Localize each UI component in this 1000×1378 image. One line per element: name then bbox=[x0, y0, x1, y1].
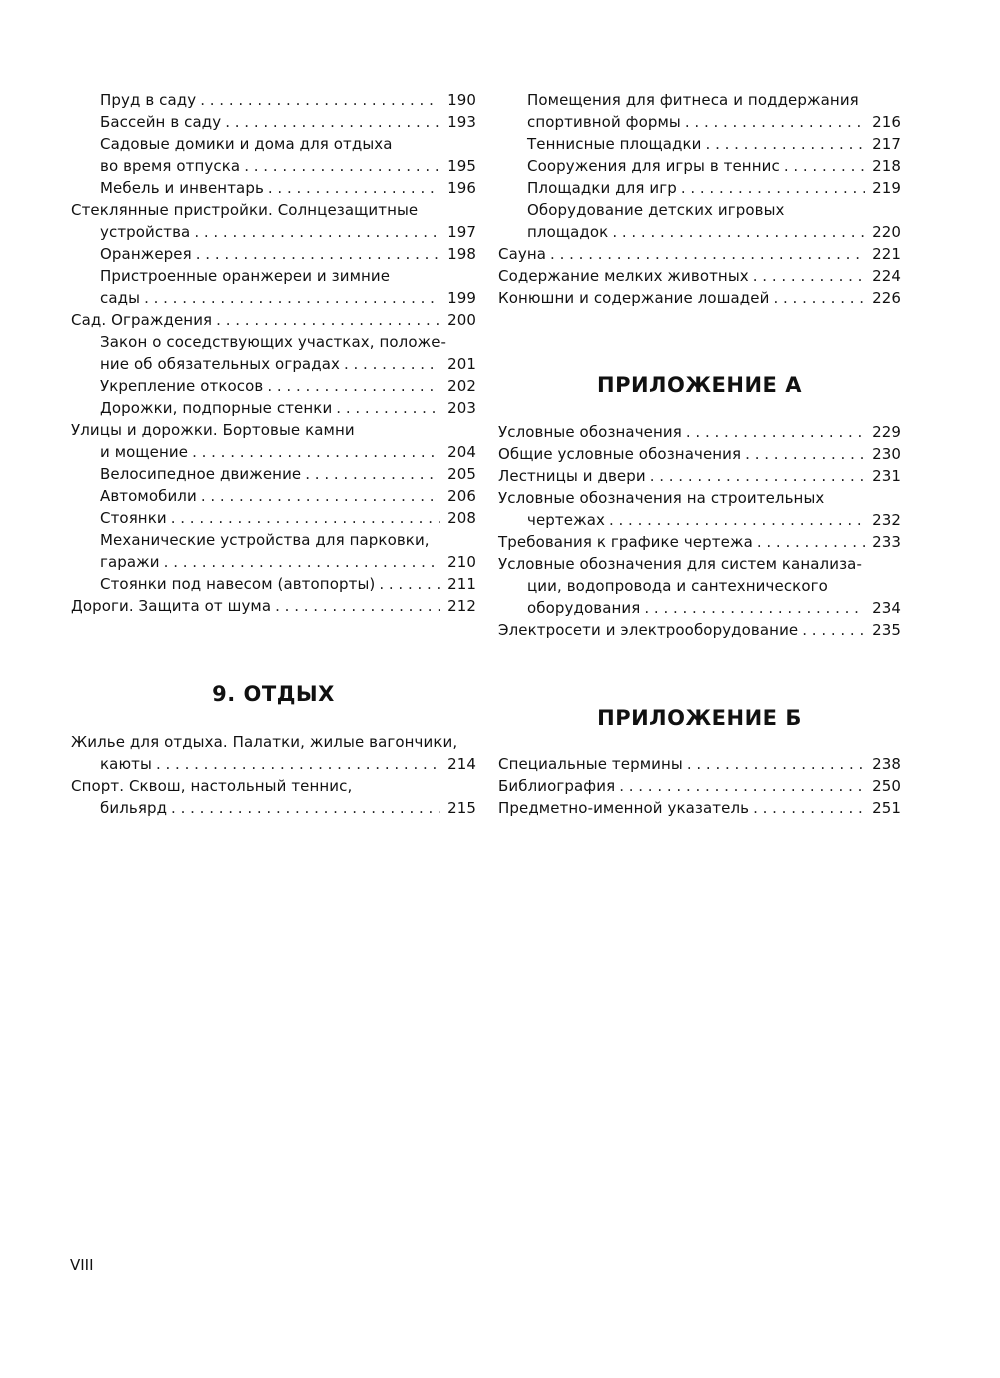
toc-entry-title: бильярд bbox=[100, 799, 168, 817]
toc-entry-page: 221 bbox=[872, 245, 901, 263]
toc-entry-title: Условные обозначения для систем канализа- bbox=[498, 555, 862, 573]
dot-leader bbox=[225, 111, 440, 133]
toc-entry-page: 205 bbox=[447, 465, 476, 483]
toc-entry-title: Закон о соседствующих участках, положе- bbox=[100, 333, 447, 351]
toc-entry bbox=[498, 797, 901, 819]
toc-entry-page: 238 bbox=[872, 755, 901, 773]
toc-entry bbox=[498, 753, 901, 775]
toc-entry-title: Оранжерея bbox=[100, 245, 192, 263]
toc-entry bbox=[498, 133, 901, 155]
toc-entry bbox=[498, 421, 901, 443]
toc-entry-page: 200 bbox=[447, 311, 476, 329]
toc-entry-page: 217 bbox=[872, 135, 901, 153]
toc-entry-page: 219 bbox=[872, 179, 901, 197]
dot-leader bbox=[757, 531, 865, 553]
toc-entry bbox=[498, 243, 901, 265]
dot-leader bbox=[550, 243, 865, 265]
toc-entry-page: 193 bbox=[447, 113, 476, 131]
toc-entry-page: 206 bbox=[447, 487, 476, 505]
toc-entry-title: Стоянки bbox=[100, 509, 167, 527]
dot-leader bbox=[171, 507, 440, 529]
dot-leader bbox=[706, 133, 865, 155]
toc-entry bbox=[498, 265, 901, 287]
toc-entry bbox=[498, 465, 901, 487]
toc-entry-title: Помещения для фитнеса и поддержания bbox=[527, 91, 859, 109]
toc-entry bbox=[498, 221, 901, 243]
dot-leader bbox=[201, 485, 440, 507]
dot-leader bbox=[619, 775, 865, 797]
toc-entry-title: Пристроенные оранжереи и зимние bbox=[100, 267, 391, 285]
toc-entry-title: Дорожки, подпорные стенки bbox=[100, 399, 333, 417]
toc-entry bbox=[71, 419, 476, 441]
section-heading-otdyh: 9. ОТДЫХ bbox=[212, 682, 335, 706]
toc-entry-title: ции, водопровода и сантехнического bbox=[527, 577, 828, 595]
dot-leader bbox=[275, 595, 440, 617]
toc-entry-page: 251 bbox=[872, 799, 901, 817]
dot-leader bbox=[784, 155, 865, 177]
dot-leader bbox=[164, 551, 440, 573]
toc-entry bbox=[71, 375, 476, 397]
toc-entry bbox=[71, 573, 476, 595]
toc-entry-title: Стоянки под навесом (автопорты) bbox=[100, 575, 376, 593]
dot-leader bbox=[753, 797, 865, 819]
toc-entry-title: Теннисные площадки bbox=[527, 135, 702, 153]
toc-entry-title: во время отпуска bbox=[100, 157, 241, 175]
dot-leader bbox=[244, 155, 440, 177]
toc-entry-title: Садовые домики и дома для отдыха bbox=[100, 135, 393, 153]
toc-entry-title: устройства bbox=[100, 223, 191, 241]
toc-entry-title: каюты bbox=[100, 755, 152, 773]
dot-leader bbox=[200, 89, 440, 111]
toc-entry-title: Пруд в саду bbox=[100, 91, 197, 109]
toc-entry-title: Спорт. Сквош, настольный теннис, bbox=[71, 777, 353, 795]
toc-entry-page: 212 bbox=[447, 597, 476, 615]
toc-entry bbox=[71, 199, 476, 221]
dot-leader bbox=[192, 441, 440, 463]
toc-appendix-a bbox=[498, 421, 901, 641]
dot-leader bbox=[802, 619, 865, 641]
toc-appendix-b bbox=[498, 753, 901, 819]
toc-entry-page: 190 bbox=[447, 91, 476, 109]
toc-entry-title: Требования к графике чертежа bbox=[498, 533, 753, 551]
toc-entry-title: оборудования bbox=[527, 599, 641, 617]
toc-entry bbox=[71, 89, 476, 111]
toc-entry-title: Механические устройства для парковки, bbox=[100, 531, 430, 549]
dot-leader bbox=[687, 753, 865, 775]
toc-entry-page: 210 bbox=[447, 553, 476, 571]
dot-leader bbox=[216, 309, 440, 331]
dot-leader bbox=[344, 353, 440, 375]
toc-entry-page: 234 bbox=[872, 599, 901, 617]
dot-leader bbox=[267, 375, 440, 397]
toc-entry bbox=[498, 199, 901, 221]
toc-entry-page: 215 bbox=[447, 799, 476, 817]
toc-entry bbox=[498, 487, 901, 509]
dot-leader bbox=[305, 463, 440, 485]
toc-entry bbox=[498, 155, 901, 177]
toc-entry bbox=[498, 509, 901, 531]
toc-entry bbox=[71, 397, 476, 419]
toc-entry-page: 201 bbox=[447, 355, 476, 373]
toc-entry-page: 211 bbox=[447, 575, 476, 593]
toc-entry-title: ние об обязательных оградах bbox=[100, 355, 340, 373]
toc-entry-title: Укрепление откосов bbox=[100, 377, 264, 395]
dot-leader bbox=[644, 597, 865, 619]
dot-leader bbox=[196, 243, 440, 265]
toc-entry-title: Содержание мелких животных bbox=[498, 267, 749, 285]
toc-entry bbox=[498, 619, 901, 641]
toc-entry bbox=[71, 331, 476, 353]
toc-entry-title: Условные обозначения bbox=[498, 423, 682, 441]
toc-entry bbox=[498, 111, 901, 133]
toc-entry-title: Лестницы и двери bbox=[498, 467, 646, 485]
toc-entry bbox=[498, 177, 901, 199]
toc-entry-title: сады bbox=[100, 289, 141, 307]
toc-entry bbox=[71, 731, 476, 753]
toc-entry bbox=[71, 441, 476, 463]
toc-entry-title: площадок bbox=[527, 223, 609, 241]
toc-entry bbox=[71, 529, 476, 551]
toc-entry-title: Мебель и инвентарь bbox=[100, 179, 264, 197]
toc-entry-page: 232 bbox=[872, 511, 901, 529]
dot-leader bbox=[336, 397, 440, 419]
toc-entry bbox=[71, 111, 476, 133]
dot-leader bbox=[681, 177, 865, 199]
toc-entry bbox=[71, 155, 476, 177]
toc-entry bbox=[71, 551, 476, 573]
toc-entry-title: Жилье для отдыха. Палатки, жилые вагончики, bbox=[71, 733, 458, 751]
toc-entry-title: Специальные термины bbox=[498, 755, 683, 773]
dot-leader bbox=[609, 509, 865, 531]
toc-entry bbox=[71, 353, 476, 375]
toc-entry-page: 230 bbox=[872, 445, 901, 463]
toc-entry-title: Электросети и электрооборудование bbox=[498, 621, 799, 639]
dot-leader bbox=[650, 465, 865, 487]
toc-entry-page: 220 bbox=[872, 223, 901, 241]
toc-entry-title: Автомобили bbox=[100, 487, 197, 505]
toc-entry-page: 214 bbox=[447, 755, 476, 773]
toc-entry-title: Площадки для игр bbox=[527, 179, 677, 197]
toc-entry-page: 196 bbox=[447, 179, 476, 197]
dot-leader bbox=[685, 111, 865, 133]
toc-entry-page: 197 bbox=[447, 223, 476, 241]
toc-entry bbox=[498, 575, 901, 597]
toc-entry-title: Сооружения для игры в теннис bbox=[527, 157, 780, 175]
toc-entry-title: и мощение bbox=[100, 443, 189, 461]
toc-entry bbox=[498, 553, 901, 575]
toc-entry bbox=[71, 775, 476, 797]
toc-entry-page: 250 bbox=[872, 777, 901, 795]
dot-leader bbox=[686, 421, 865, 443]
toc-entry bbox=[71, 507, 476, 529]
toc-entry bbox=[71, 753, 476, 775]
toc-entry-page: 199 bbox=[447, 289, 476, 307]
toc-entry-page: 224 bbox=[872, 267, 901, 285]
toc-entry bbox=[498, 89, 901, 111]
dot-leader bbox=[753, 265, 865, 287]
toc-entry-title: Общие условные обозначения bbox=[498, 445, 742, 463]
toc-entry-title: Библиография bbox=[498, 777, 616, 795]
toc-entry-title: Конюшни и содержание лошадей bbox=[498, 289, 770, 307]
toc-entry-title: гаражи bbox=[100, 553, 160, 571]
toc-entry-page: 229 bbox=[872, 423, 901, 441]
appendix-b-heading: ПРИЛОЖЕНИЕ Б bbox=[597, 706, 802, 730]
toc-section-otdyh bbox=[71, 731, 476, 819]
toc-entry bbox=[498, 775, 901, 797]
toc-right-column bbox=[498, 89, 901, 309]
toc-entry-page: 231 bbox=[872, 467, 901, 485]
toc-entry-title: Бассейн в саду bbox=[100, 113, 222, 131]
toc-entry-page: 202 bbox=[447, 377, 476, 395]
toc-entry-title: спортивной формы bbox=[527, 113, 681, 131]
toc-entry bbox=[71, 463, 476, 485]
toc-entry bbox=[71, 177, 476, 199]
toc-entry bbox=[71, 221, 476, 243]
toc-entry-page: 198 bbox=[447, 245, 476, 263]
toc-entry-title: Сад. Ограждения bbox=[71, 311, 213, 329]
toc-entry-page: 235 bbox=[872, 621, 901, 639]
toc-entry-title: Улицы и дорожки. Бортовые камни bbox=[71, 421, 355, 439]
dot-leader bbox=[144, 287, 440, 309]
toc-entry bbox=[71, 595, 476, 617]
toc-entry-title: Условные обозначения на строительных bbox=[498, 489, 825, 507]
toc-entry bbox=[71, 309, 476, 331]
toc-entry-page: 208 bbox=[447, 509, 476, 527]
dot-leader bbox=[194, 221, 440, 243]
toc-entry bbox=[71, 133, 476, 155]
toc-entry bbox=[71, 287, 476, 309]
toc-entry-page: 216 bbox=[872, 113, 901, 131]
toc-entry bbox=[71, 797, 476, 819]
toc-entry-page: 204 bbox=[447, 443, 476, 461]
dot-leader bbox=[773, 287, 865, 309]
appendix-a-heading: ПРИЛОЖЕНИЕ А bbox=[597, 373, 802, 397]
toc-entry-title: Оборудование детских игровых bbox=[527, 201, 785, 219]
dot-leader bbox=[156, 753, 440, 775]
toc-entry bbox=[498, 531, 901, 553]
toc-entry-page: 203 bbox=[447, 399, 476, 417]
toc-entry-title: Стеклянные пристройки. Солнцезащитные bbox=[71, 201, 419, 219]
toc-entry-page: 218 bbox=[872, 157, 901, 175]
dot-leader bbox=[612, 221, 865, 243]
toc-entry-page: 226 bbox=[872, 289, 901, 307]
toc-entry bbox=[71, 265, 476, 287]
toc-entry bbox=[498, 597, 901, 619]
toc-entry-title: Сауна bbox=[498, 245, 547, 263]
toc-entry-title: Предметно-именной указатель bbox=[498, 799, 750, 817]
toc-entry-title: Велосипедное движение bbox=[100, 465, 302, 483]
toc-entry-page: 195 bbox=[447, 157, 476, 175]
toc-entry-page: 233 bbox=[872, 533, 901, 551]
toc-left-column bbox=[71, 89, 476, 617]
toc-entry bbox=[71, 485, 476, 507]
dot-leader bbox=[379, 573, 440, 595]
dot-leader bbox=[745, 443, 865, 465]
toc-entry-title: Дороги. Защита от шума bbox=[71, 597, 272, 615]
toc-entry bbox=[71, 243, 476, 265]
toc-entry-title: чертежах bbox=[527, 511, 605, 529]
page-number: VIII bbox=[70, 1256, 94, 1274]
toc-entry bbox=[498, 287, 901, 309]
toc-entry bbox=[498, 443, 901, 465]
dot-leader bbox=[171, 797, 440, 819]
dot-leader bbox=[268, 177, 440, 199]
